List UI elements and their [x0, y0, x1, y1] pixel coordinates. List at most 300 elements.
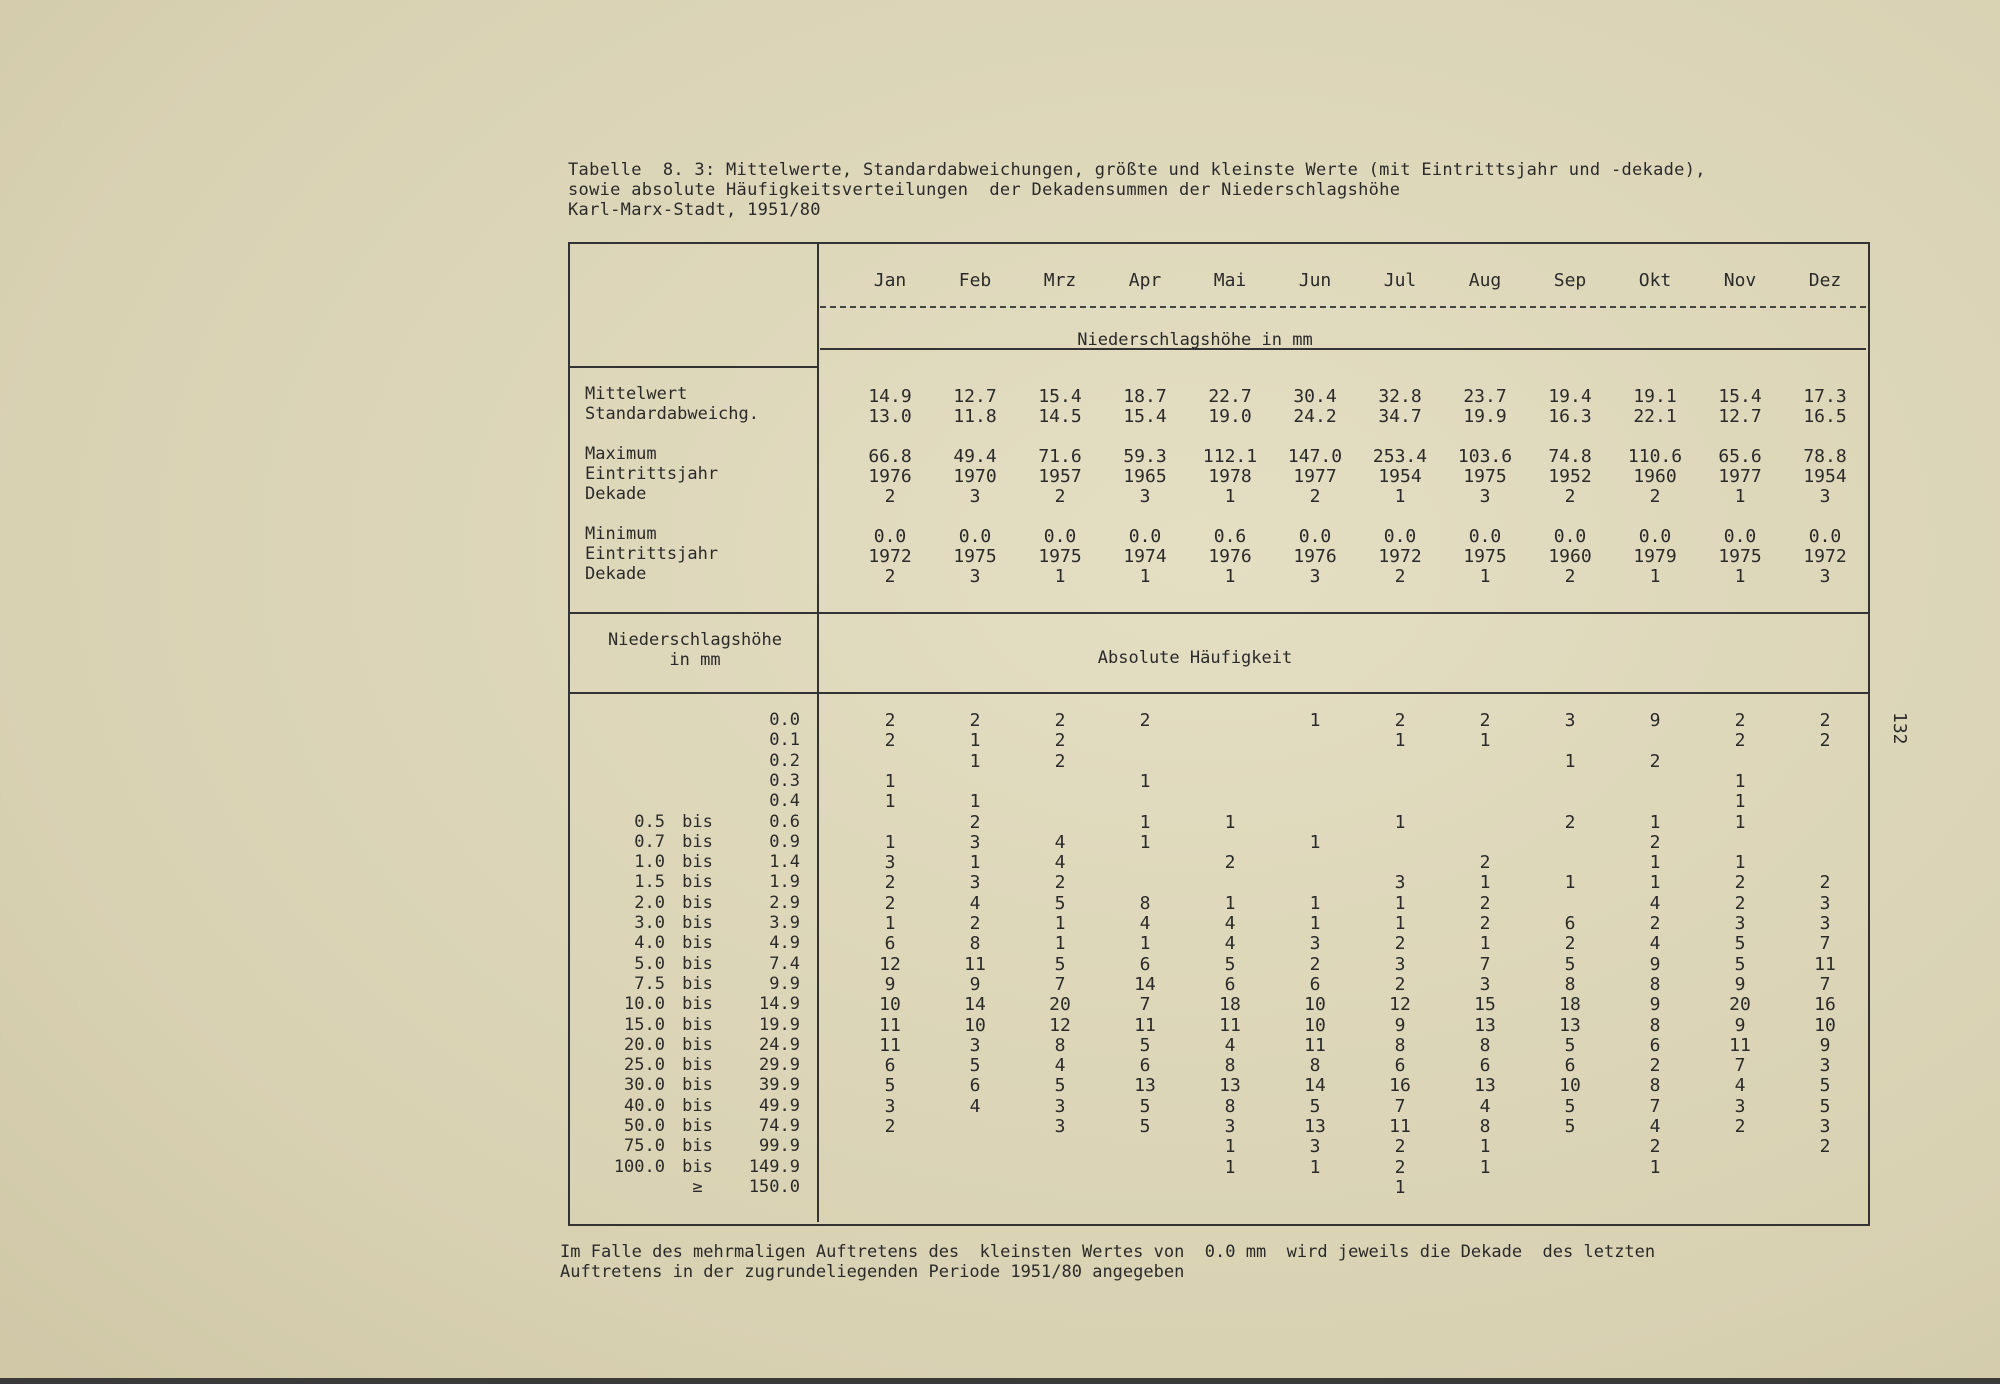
- stat-cell: 30.4: [1293, 386, 1337, 407]
- frequency-cell: 2: [969, 710, 981, 731]
- class-from: 4.0: [634, 933, 665, 953]
- stat-cell: 0.0: [1468, 526, 1502, 547]
- frequency-cell: 9: [884, 974, 896, 995]
- frequency-cell: 9: [1649, 710, 1661, 731]
- frequency-cell: 2: [1734, 893, 1746, 914]
- frequency-cell: 6: [1139, 954, 1151, 975]
- frequency-cell: 10: [1304, 1015, 1326, 1036]
- stat-cell: 2: [1054, 486, 1066, 507]
- class-bis: bis: [682, 1075, 713, 1095]
- frequency-cell: 1: [1309, 913, 1321, 934]
- stat-cell: 3: [1139, 486, 1151, 507]
- stat-cell: 0.0: [1043, 526, 1077, 547]
- frequency-cell: 4: [1054, 1055, 1066, 1076]
- class-to: 150.0: [748, 1177, 800, 1197]
- frequency-cell: 2: [1819, 872, 1831, 893]
- freq-header: Absolute Häufigkeit: [1097, 648, 1293, 668]
- frequency-cell: 12: [879, 954, 901, 975]
- frequency-cell: 11: [1134, 1015, 1156, 1036]
- class-bis: bis: [682, 1116, 713, 1136]
- class-bis: bis: [682, 913, 713, 933]
- footnote-line-2: Auftretens in der zugrundeliegenden Periode 1951/80 angegeben: [560, 1262, 1185, 1282]
- stat-cell: 49.4: [953, 446, 997, 467]
- class-to: 7.4: [769, 954, 800, 974]
- frequency-cell: 1: [1649, 812, 1661, 833]
- stat-cell: 17.3: [1803, 386, 1847, 407]
- frequency-cell: 9: [1734, 1015, 1746, 1036]
- month-header-sep: Sep: [1553, 270, 1587, 291]
- stat-cell: 24.2: [1293, 406, 1337, 427]
- class-from: 75.0: [624, 1136, 665, 1156]
- month-header-feb: Feb: [958, 270, 992, 291]
- frequency-cell: 2: [969, 812, 981, 833]
- frequency-cell: 3: [1479, 974, 1491, 995]
- frequency-cell: 6: [1139, 1055, 1151, 1076]
- class-bis: bis: [682, 1096, 713, 1116]
- class-bis: bis: [682, 893, 713, 913]
- frequency-cell: 3: [1394, 954, 1406, 975]
- frequency-cell: 1: [1734, 791, 1746, 812]
- stat-cell: 19.9: [1463, 406, 1507, 427]
- class-to: 9.9: [769, 974, 800, 994]
- class-from: 100.0: [613, 1157, 665, 1177]
- class-to: 74.9: [759, 1116, 800, 1136]
- frequency-cell: 1: [1054, 913, 1066, 934]
- class-to: 149.9: [748, 1157, 800, 1177]
- stat-cell: 16.5: [1803, 406, 1847, 427]
- stat-cell: 103.6: [1457, 446, 1513, 467]
- stat-cell: 1976: [1208, 546, 1252, 567]
- class-to: 0.6: [769, 812, 800, 832]
- class-to: 3.9: [769, 913, 800, 933]
- stat-cell: 22.1: [1633, 406, 1677, 427]
- stat-cell: 18.7: [1123, 386, 1167, 407]
- frequency-cell: 5: [969, 1055, 981, 1076]
- frequency-cell: 20: [1049, 994, 1071, 1015]
- stat-cell: 1960: [1633, 466, 1677, 487]
- frequency-cell: 12: [1389, 994, 1411, 1015]
- class-from: 3.0: [634, 913, 665, 933]
- frequency-cell: 1: [1649, 872, 1661, 893]
- stat-cell: 0.0: [1128, 526, 1162, 547]
- stat-cell: 1977: [1293, 466, 1337, 487]
- frequency-cell: 11: [1814, 954, 1836, 975]
- stat-cell: 253.4: [1372, 446, 1428, 467]
- frequency-cell: 8: [1479, 1035, 1491, 1056]
- frequency-cell: 10: [1559, 1075, 1581, 1096]
- class-bis: bis: [682, 1055, 713, 1075]
- stat-cell: 1: [1054, 566, 1066, 587]
- frequency-cell: 3: [1819, 913, 1831, 934]
- stat-cell: 23.7: [1463, 386, 1507, 407]
- frequency-cell: 1: [1394, 893, 1406, 914]
- class-bis: bis: [682, 1136, 713, 1156]
- stat-cell: 0.0: [1638, 526, 1672, 547]
- caption-line-1: Tabelle 8. 3: Mittelwerte, Standardabweichungen, größte und kleinste Werte (mit Eintrittsjahr und -dekade),: [568, 160, 1706, 180]
- frequency-cell: 1: [1394, 812, 1406, 833]
- frequency-cell: 5: [1819, 1096, 1831, 1117]
- frequency-cell: 3: [1819, 1055, 1831, 1076]
- frequency-cell: 1: [1224, 812, 1236, 833]
- frequency-cell: 13: [1134, 1075, 1156, 1096]
- frequency-cell: 6: [1649, 1035, 1661, 1056]
- frequency-cell: 3: [969, 832, 981, 853]
- frequency-cell: 1: [1564, 872, 1576, 893]
- frequency-cell: 8: [1394, 1035, 1406, 1056]
- stat-cell: 2: [884, 566, 896, 587]
- stat-cell: 1954: [1803, 466, 1847, 487]
- frequency-cell: 1: [1734, 852, 1746, 873]
- frequency-cell: 14: [1134, 974, 1156, 995]
- frequency-cell: 5: [1564, 1035, 1576, 1056]
- frequency-cell: 12: [1049, 1015, 1071, 1036]
- class-to: 49.9: [759, 1096, 800, 1116]
- header-divider: [820, 306, 1866, 308]
- frequency-cell: 8: [1649, 1075, 1661, 1096]
- month-header-okt: Okt: [1638, 270, 1672, 291]
- frequency-cell: 2: [1139, 710, 1151, 731]
- stat-cell: 14.5: [1038, 406, 1082, 427]
- stat-cell: 34.7: [1378, 406, 1422, 427]
- frequency-cell: 5: [1564, 1096, 1576, 1117]
- frequency-cell: 3: [1734, 913, 1746, 934]
- stat-cell: 1976: [1293, 546, 1337, 567]
- frequency-cell: 2: [1054, 751, 1066, 772]
- stat-cell: 2: [1564, 566, 1576, 587]
- frequency-cell: 14: [964, 994, 986, 1015]
- frequency-cell: 1: [1309, 1157, 1321, 1178]
- frequency-cell: 2: [1564, 933, 1576, 954]
- frequency-cell: 8: [1309, 1055, 1321, 1076]
- frequency-cell: 1: [1479, 1157, 1491, 1178]
- frequency-cell: 8: [1649, 1015, 1661, 1036]
- frequency-cell: 1: [1734, 771, 1746, 792]
- stat-cell: 1: [1649, 566, 1661, 587]
- frequency-cell: 13: [1304, 1116, 1326, 1137]
- footnote-line-1: Im Falle des mehrmaligen Auftretens des kleinsten Wertes von 0.0 mm wird jeweils die Dekade des letzten: [560, 1242, 1656, 1262]
- frequency-cell: 2: [1479, 852, 1491, 873]
- class-bis: bis: [682, 974, 713, 994]
- frequency-cell: 2: [1649, 1136, 1661, 1157]
- frequency-cell: 15: [1474, 994, 1496, 1015]
- stat-cell: 1965: [1123, 466, 1167, 487]
- frequency-cell: 9: [1734, 974, 1746, 995]
- stat-label: Dekade: [585, 484, 647, 504]
- frequency-cell: 2: [884, 893, 896, 914]
- frequency-cell: 4: [1054, 832, 1066, 853]
- unit-header: Niederschlagshöhe in mm: [1077, 330, 1313, 350]
- frequency-cell: 10: [964, 1015, 986, 1036]
- class-from: 50.0: [624, 1116, 665, 1136]
- frequency-cell: 1: [884, 771, 896, 792]
- month-header-aug: Aug: [1468, 270, 1502, 291]
- frequency-cell: 6: [1394, 1055, 1406, 1076]
- frequency-cell: 2: [1479, 913, 1491, 934]
- stat-cell: 1960: [1548, 546, 1592, 567]
- frequency-cell: 2: [1309, 954, 1321, 975]
- frequency-cell: 3: [1054, 1096, 1066, 1117]
- frequency-cell: 6: [969, 1075, 981, 1096]
- frequency-cell: 6: [1309, 974, 1321, 995]
- stat-cell: 32.8: [1378, 386, 1422, 407]
- month-header-apr: Apr: [1128, 270, 1162, 291]
- frequency-cell: 1: [1309, 832, 1321, 853]
- frequency-cell: 2: [969, 913, 981, 934]
- stat-cell: 1976: [868, 466, 912, 487]
- month-header-dez: Dez: [1808, 270, 1842, 291]
- frequency-cell: 10: [1814, 1015, 1836, 1036]
- stat-cell: 71.6: [1038, 446, 1082, 467]
- stat-cell: 1952: [1548, 466, 1592, 487]
- frequency-cell: 7: [1054, 974, 1066, 995]
- stat-cell: 3: [969, 566, 981, 587]
- stat-cell: 1: [1224, 566, 1236, 587]
- class-from: 1.5: [634, 872, 665, 892]
- class-bis: bis: [682, 832, 713, 852]
- class-from: 7.5: [634, 974, 665, 994]
- frequency-cell: 1: [1224, 1136, 1236, 1157]
- frequency-cell: 4: [1649, 893, 1661, 914]
- frequency-cell: 2: [1479, 893, 1491, 914]
- frequency-cell: 1: [1139, 832, 1151, 853]
- class-to: 0.4: [769, 791, 800, 811]
- frequency-cell: 6: [1224, 974, 1236, 995]
- class-bis: bis: [682, 872, 713, 892]
- frequency-cell: 2: [1479, 710, 1491, 731]
- frequency-cell: 7: [1649, 1096, 1661, 1117]
- frequency-cell: 1: [1479, 730, 1491, 751]
- frequency-cell: 2: [1649, 751, 1661, 772]
- frequency-cell: 4: [1224, 913, 1236, 934]
- label-header-rule: [570, 366, 818, 368]
- frequency-cell: 2: [1054, 710, 1066, 731]
- frequency-cell: 8: [969, 933, 981, 954]
- frequency-cell: 3: [969, 872, 981, 893]
- frequency-cell: 1: [1139, 812, 1151, 833]
- frequency-cell: 5: [1224, 954, 1236, 975]
- stat-cell: 1974: [1123, 546, 1167, 567]
- frequency-cell: 1: [884, 913, 896, 934]
- stat-cell: 1977: [1718, 466, 1762, 487]
- stat-cell: 0.0: [1553, 526, 1587, 547]
- frequency-cell: 5: [1819, 1075, 1831, 1096]
- stat-cell: 15.4: [1123, 406, 1167, 427]
- class-from: 1.0: [634, 852, 665, 872]
- frequency-cell: 4: [969, 1096, 981, 1117]
- class-to: 0.3: [769, 771, 800, 791]
- frequency-cell: 5: [1734, 933, 1746, 954]
- frequency-cell: 13: [1474, 1075, 1496, 1096]
- frequency-cell: 2: [1734, 872, 1746, 893]
- stat-cell: 110.6: [1627, 446, 1683, 467]
- class-bis: bis: [682, 1015, 713, 1035]
- stat-cell: 14.9: [868, 386, 912, 407]
- frequency-cell: 2: [1394, 933, 1406, 954]
- frequency-cell: 13: [1219, 1075, 1241, 1096]
- frequency-cell: 5: [1139, 1096, 1151, 1117]
- frequency-cell: 1: [1394, 913, 1406, 934]
- frequency-cell: 1: [1479, 1136, 1491, 1157]
- stat-cell: 0.0: [1808, 526, 1842, 547]
- frequency-cell: 1: [1479, 933, 1491, 954]
- frequency-cell: 9: [969, 974, 981, 995]
- stat-cell: 2: [1649, 486, 1661, 507]
- frequency-cell: 2: [884, 710, 896, 731]
- class-from: 2.0: [634, 893, 665, 913]
- stat-cell: 74.8: [1548, 446, 1592, 467]
- class-bis: bis: [682, 852, 713, 872]
- frequency-cell: 1: [1224, 893, 1236, 914]
- frequency-cell: 11: [879, 1015, 901, 1036]
- frequency-cell: 9: [1649, 954, 1661, 975]
- frequency-cell: 1: [884, 832, 896, 853]
- frequency-cell: 11: [1389, 1116, 1411, 1137]
- frequency-cell: 11: [879, 1035, 901, 1056]
- frequency-cell: 1: [1649, 1157, 1661, 1178]
- class-bis: ≥: [692, 1177, 703, 1197]
- stat-label: Eintrittsjahr: [585, 544, 719, 564]
- frequency-cell: 5: [1139, 1116, 1151, 1137]
- stat-cell: 1975: [1463, 466, 1507, 487]
- stat-cell: 2: [1394, 566, 1406, 587]
- frequency-cell: 2: [1394, 1136, 1406, 1157]
- class-to: 0.0: [769, 710, 800, 730]
- frequency-cell: 11: [1219, 1015, 1241, 1036]
- stat-cell: 147.0: [1287, 446, 1343, 467]
- class-to: 0.2: [769, 751, 800, 771]
- frequency-cell: 4: [969, 893, 981, 914]
- frequency-cell: 4: [1054, 852, 1066, 873]
- frequency-cell: 4: [1224, 933, 1236, 954]
- stat-cell: 1: [1479, 566, 1491, 587]
- stat-cell: 1972: [868, 546, 912, 567]
- frequency-cell: 2: [1649, 1055, 1661, 1076]
- frequency-cell: 2: [1054, 872, 1066, 893]
- frequency-cell: 4: [1649, 1116, 1661, 1137]
- frequency-cell: 3: [1054, 1116, 1066, 1137]
- frequency-cell: 1: [969, 852, 981, 873]
- stat-cell: 12.7: [953, 386, 997, 407]
- class-bis: bis: [682, 812, 713, 832]
- frequency-cell: 2: [884, 872, 896, 893]
- frequency-cell: 6: [884, 1055, 896, 1076]
- frequency-cell: 6: [1564, 1055, 1576, 1076]
- freq-header-rule: [570, 692, 1868, 694]
- stat-cell: 1975: [1463, 546, 1507, 567]
- frequency-cell: 1: [1394, 730, 1406, 751]
- stat-cell: 1975: [1038, 546, 1082, 567]
- frequency-cell: 1: [1734, 812, 1746, 833]
- stat-cell: 1975: [1718, 546, 1762, 567]
- frequency-cell: 7: [1394, 1096, 1406, 1117]
- frequency-cell: 3: [1309, 1136, 1321, 1157]
- frequency-cell: 2: [1819, 1136, 1831, 1157]
- frequency-cell: 2: [1819, 730, 1831, 751]
- stat-cell: 1: [1734, 566, 1746, 587]
- frequency-cell: 3: [884, 1096, 896, 1117]
- class-to: 4.9: [769, 933, 800, 953]
- stat-label: Mittelwert: [585, 384, 688, 404]
- frequency-cell: 7: [1734, 1055, 1746, 1076]
- frequency-cell: 13: [1559, 1015, 1581, 1036]
- class-to: 1.4: [769, 852, 800, 872]
- frequency-cell: 3: [884, 852, 896, 873]
- frequency-cell: 2: [884, 1116, 896, 1137]
- frequency-cell: 7: [1819, 933, 1831, 954]
- frequency-cell: 1: [1309, 893, 1321, 914]
- class-from: 0.7: [634, 832, 665, 852]
- stat-cell: 0.0: [958, 526, 992, 547]
- frequency-cell: 3: [1394, 872, 1406, 893]
- frequency-cell: 5: [1054, 893, 1066, 914]
- stat-cell: 19.4: [1548, 386, 1592, 407]
- stat-cell: 0.6: [1213, 526, 1247, 547]
- frequency-cell: 8: [1139, 893, 1151, 914]
- frequency-cell: 1: [1564, 751, 1576, 772]
- class-to: 29.9: [759, 1055, 800, 1075]
- scan-edge: [0, 1378, 2000, 1384]
- frequency-cell: 1: [1394, 1177, 1406, 1198]
- frequency-cell: 8: [1224, 1055, 1236, 1076]
- class-from: 15.0: [624, 1015, 665, 1035]
- stat-cell: 16.3: [1548, 406, 1592, 427]
- month-header-jul: Jul: [1383, 270, 1417, 291]
- frequency-cell: 18: [1219, 994, 1241, 1015]
- class-to: 0.9: [769, 832, 800, 852]
- data-table: [568, 242, 1870, 1226]
- frequency-cell: 9: [1394, 1015, 1406, 1036]
- class-to: 2.9: [769, 893, 800, 913]
- stat-cell: 2: [884, 486, 896, 507]
- frequency-cell: 2: [1224, 852, 1236, 873]
- frequency-cell: 4: [1224, 1035, 1236, 1056]
- month-header-mai: Mai: [1213, 270, 1247, 291]
- frequency-cell: 2: [1734, 710, 1746, 731]
- column-divider: [817, 244, 819, 1222]
- frequency-cell: 2: [1054, 730, 1066, 751]
- stat-cell: 1957: [1038, 466, 1082, 487]
- frequency-cell: 1: [969, 730, 981, 751]
- stat-cell: 3: [1479, 486, 1491, 507]
- frequency-cell: 2: [1649, 913, 1661, 934]
- frequency-cell: 2: [1734, 730, 1746, 751]
- stat-cell: 12.7: [1718, 406, 1762, 427]
- frequency-cell: 5: [1734, 954, 1746, 975]
- stat-label: Dekade: [585, 564, 647, 584]
- frequency-cell: 8: [1564, 974, 1576, 995]
- frequency-cell: 1: [1139, 933, 1151, 954]
- frequency-cell: 1: [1224, 1157, 1236, 1178]
- stat-label: Maximum: [585, 444, 657, 464]
- frequency-cell: 6: [1479, 1055, 1491, 1076]
- frequency-cell: 1: [1649, 852, 1661, 873]
- class-bis: bis: [682, 1157, 713, 1177]
- frequency-cell: 3: [1309, 933, 1321, 954]
- class-to: 19.9: [759, 1015, 800, 1035]
- stat-cell: 15.4: [1038, 386, 1082, 407]
- frequency-cell: 11: [1729, 1035, 1751, 1056]
- frequency-cell: 5: [1564, 954, 1576, 975]
- frequency-cell: 9: [1649, 994, 1661, 1015]
- frequency-cell: 11: [964, 954, 986, 975]
- stat-cell: 2: [1564, 486, 1576, 507]
- class-from: 40.0: [624, 1096, 665, 1116]
- class-from: 5.0: [634, 954, 665, 974]
- stat-cell: 11.8: [953, 406, 997, 427]
- stat-cell: 19.0: [1208, 406, 1252, 427]
- stat-label: Eintrittsjahr: [585, 464, 719, 484]
- stat-cell: 0.0: [1383, 526, 1417, 547]
